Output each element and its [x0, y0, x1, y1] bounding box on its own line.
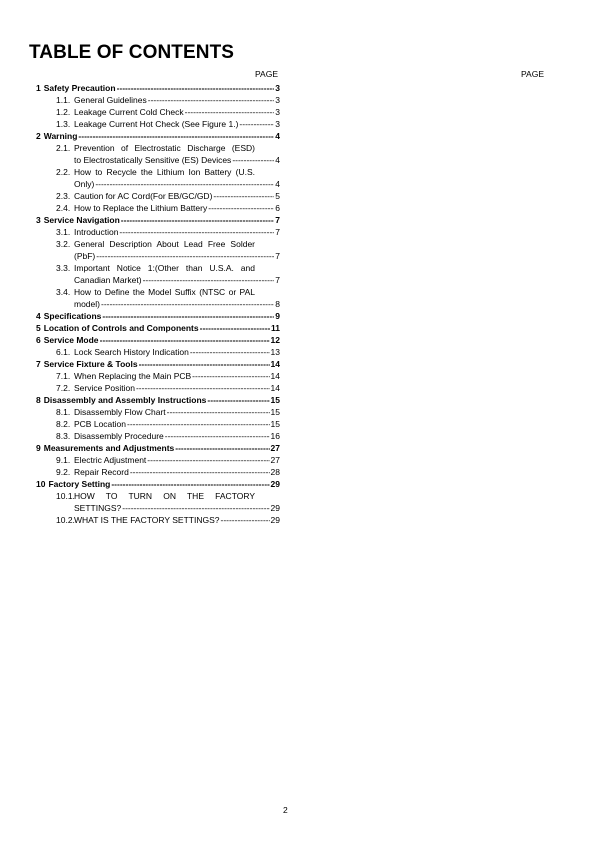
toc-entry[interactable]: [0, 238, 280, 262]
toc-entry-number: 7.2.: [56, 383, 71, 393]
toc-entry-title: Canadian Market): [74, 275, 142, 285]
toc-entry-title: Electric Adjustment: [74, 455, 147, 465]
toc-entry-title: Safety Precaution: [43, 83, 116, 93]
toc-entry-title: SETTINGS?: [74, 503, 122, 513]
leader-dots: [185, 106, 275, 118]
toc-entry[interactable]: [0, 346, 280, 358]
toc-entry-title: Service Position: [74, 383, 135, 393]
toc-entry-page: 14: [270, 359, 280, 369]
toc-entry-page: 7: [275, 275, 280, 285]
toc-entry[interactable]: [0, 490, 280, 514]
leader-dots: [100, 334, 270, 346]
toc-entry-title: PCB Location: [74, 419, 126, 429]
toc-entry[interactable]: [0, 202, 280, 214]
toc-entry-number: 2: [36, 131, 41, 141]
leader-dots: [147, 454, 269, 466]
toc-entry-title: Measurements and Adjustments: [43, 443, 175, 453]
toc-entry-page: 15: [270, 407, 280, 417]
toc-entry-page: 4: [275, 155, 280, 165]
leader-dots: [102, 310, 274, 322]
toc-entry-page: 6: [275, 203, 280, 213]
leader-dots: [127, 418, 270, 430]
toc-entry[interactable]: [0, 226, 280, 238]
toc-entry[interactable]: [0, 406, 280, 418]
toc-entry[interactable]: [0, 142, 280, 166]
leader-dots: [95, 178, 274, 190]
toc-entry-number: 1.3.: [56, 119, 71, 129]
toc-entry[interactable]: [0, 382, 280, 394]
page-column-label: PAGE: [255, 69, 278, 79]
toc-entry-page: 11: [271, 323, 280, 333]
toc-entry-title: Leakage Current Cold Check: [74, 107, 184, 117]
toc-entry-number: 8.3.: [56, 431, 71, 441]
toc-entry-title: General Guidelines: [74, 95, 147, 105]
toc-entry-title: Leakage Current Hot Check (See Figure 1.): [74, 119, 239, 129]
leader-dots: [121, 214, 274, 226]
toc-entry-title: How to Replace the Lithium Battery: [74, 203, 208, 213]
toc-entry-page: 7: [275, 227, 280, 237]
toc-entry-number: 10.2.: [56, 515, 75, 525]
toc-entry[interactable]: [0, 82, 280, 94]
toc-entry[interactable]: [0, 370, 280, 382]
toc-entry-number: 3.2.: [56, 239, 71, 249]
toc-entry-number: 2.2.: [56, 167, 71, 177]
toc-entry-page: 4: [275, 131, 280, 141]
leader-dots: [167, 406, 270, 418]
toc-entry-number: 3.3.: [56, 263, 71, 273]
toc-entry[interactable]: [0, 514, 280, 526]
toc-entry-page: 3: [275, 95, 280, 105]
leader-dots: [175, 442, 269, 454]
toc-entry-title: Specifications: [43, 311, 102, 321]
toc-entry[interactable]: [0, 454, 280, 466]
leader-dots: [78, 130, 274, 142]
leader-dots: [111, 478, 269, 490]
toc-entry-page: 12: [270, 335, 280, 345]
leader-dots: [143, 274, 275, 286]
leader-dots: [165, 430, 270, 442]
toc-entry[interactable]: [0, 130, 280, 142]
toc-entry-number: 8: [36, 395, 41, 405]
toc-entry-title: Warning: [43, 131, 78, 141]
leader-dots: [117, 82, 275, 94]
toc-entry-title: WHAT IS THE FACTORY SETTINGS?: [74, 515, 220, 525]
toc-entry-title: Lock Search History Indication: [74, 347, 189, 357]
toc-entry-title-line1: HOW TO TURN ON THE FACTORY: [74, 491, 255, 501]
toc-entry-title: model): [74, 299, 100, 309]
leader-dots: [239, 118, 274, 130]
toc-entry-title: When Replacing the Main PCB: [74, 371, 192, 381]
toc-entry-number: 5: [36, 323, 41, 333]
toc-entry-title-line1: How to Define the Model Suffix (NTSC or PAL: [74, 287, 255, 297]
toc-entry-page: 14: [270, 383, 280, 393]
toc-entry-number: 6: [36, 335, 41, 345]
toc-entry-page: 5: [275, 191, 280, 201]
leader-dots: [148, 94, 275, 106]
toc-entry[interactable]: [0, 214, 280, 226]
toc-entry-number: 8.1.: [56, 407, 71, 417]
toc-entry[interactable]: [0, 118, 280, 130]
leader-dots: [232, 154, 274, 166]
toc-entry-title-line1: General Description About Lead Free Solder: [74, 239, 255, 249]
leader-dots: [192, 370, 269, 382]
toc-entry-title-line1: Prevention of Electrostatic Discharge (ESD): [74, 143, 255, 153]
toc-entry-page: 7: [275, 215, 280, 225]
toc-entry-page: 15: [270, 395, 280, 405]
toc-entry-number: 9.2.: [56, 467, 71, 477]
leader-dots: [200, 322, 270, 334]
leader-dots: [122, 502, 269, 514]
toc-entry[interactable]: [0, 394, 280, 406]
toc-entry-number: 2.1.: [56, 143, 71, 153]
toc-entry-page: 14: [270, 371, 280, 381]
toc-entry-title: Disassembly Flow Chart: [74, 407, 166, 417]
toc-entry-page: 3: [275, 83, 280, 93]
toc-entry-title: Only): [74, 179, 95, 189]
toc-entry-title: Factory Setting: [48, 479, 111, 489]
toc-entry[interactable]: [0, 106, 280, 118]
leader-dots: [96, 250, 274, 262]
toc-entry[interactable]: [0, 430, 280, 442]
toc-entry[interactable]: [0, 322, 280, 334]
toc-entry-page: 16: [270, 431, 280, 441]
toc-entry[interactable]: [0, 466, 280, 478]
toc-entry-page: 27: [270, 443, 280, 453]
toc-entry[interactable]: [0, 310, 280, 322]
toc-entry[interactable]: [0, 286, 280, 310]
toc-entry-number: 2.3.: [56, 191, 71, 201]
toc-entry-page: 13: [270, 347, 280, 357]
toc-entry-number: 3.4.: [56, 287, 71, 297]
page-column-label-right: PAGE: [521, 69, 544, 79]
toc-entry-number: 6.1.: [56, 347, 71, 357]
toc-entry-page: 8: [275, 299, 280, 309]
toc-entry-number: 4: [36, 311, 41, 321]
toc-entry-title: Disassembly and Assembly Instructions: [43, 395, 207, 405]
leader-dots: [119, 226, 274, 238]
toc-entry-number: 2.4.: [56, 203, 71, 213]
leader-dots: [136, 382, 270, 394]
toc-entry-page: 3: [275, 107, 280, 117]
leader-dots: [190, 346, 270, 358]
toc-entry-title-line1: Important Notice 1:(Other than U.S.A. and: [74, 263, 255, 273]
toc-entry-number: 8.2.: [56, 419, 71, 429]
toc-entry[interactable]: [0, 358, 280, 370]
toc-entry[interactable]: [0, 334, 280, 346]
page-number: 2: [283, 805, 288, 815]
toc-entry-page: 29: [270, 503, 280, 513]
toc-entry-title: Service Fixture & Tools: [43, 359, 138, 369]
toc-entry-title: Service Mode: [43, 335, 99, 345]
toc-entry-number: 10.1.: [56, 491, 75, 501]
toc-entry-title: Caution for AC Cord(For EB/GC/GD): [74, 191, 213, 201]
toc-entry[interactable]: [0, 418, 280, 430]
leader-dots: [139, 358, 270, 370]
toc-entry-title: Disassembly Procedure: [74, 431, 164, 441]
toc-entry-page: 28: [270, 467, 280, 477]
toc-entry-page: 29: [270, 515, 280, 525]
toc-entry[interactable]: [0, 262, 280, 286]
toc-entry[interactable]: [0, 442, 280, 454]
toc-entry-number: 1: [36, 83, 41, 93]
leader-dots: [208, 202, 274, 214]
leader-dots: [213, 190, 274, 202]
toc-entry-title: Service Navigation: [43, 215, 120, 225]
toc-entry-number: 7: [36, 359, 41, 369]
toc-entry-number: 9.1.: [56, 455, 71, 465]
toc-entry-title: Location of Controls and Components: [43, 323, 199, 333]
leader-dots: [101, 298, 274, 310]
toc-entry-page: 9: [275, 311, 280, 321]
toc-entry-number: 7.1.: [56, 371, 71, 381]
toc-entry-page: 3: [275, 119, 280, 129]
toc-entry-title: (PbF): [74, 251, 96, 261]
toc-entry[interactable]: [0, 190, 280, 202]
toc-entry-number: 1.1.: [56, 95, 71, 105]
leader-dots: [220, 514, 269, 526]
page-title: TABLE OF CONTENTS: [29, 42, 235, 63]
toc-entry-page: 4: [275, 179, 280, 189]
toc-entry[interactable]: [0, 166, 280, 190]
toc-entry-title: Repair Record: [74, 467, 129, 477]
toc-entry-title: Introduction: [74, 227, 119, 237]
toc-entry-number: 3.1.: [56, 227, 71, 237]
toc-entry-page: 29: [270, 479, 280, 489]
toc-entry-title-line1: How to Recycle the Lithium Ion Battery (U.S.: [74, 167, 255, 177]
toc-entry-page: 27: [270, 455, 280, 465]
toc-entry[interactable]: [0, 478, 280, 490]
toc-entry[interactable]: [0, 94, 280, 106]
toc-entry-number: 9: [36, 443, 41, 453]
toc-entry-title: to Electrostatically Sensitive (ES) Devices: [74, 155, 232, 165]
leader-dots: [130, 466, 270, 478]
toc-entry-number: 10: [36, 479, 46, 489]
toc-entry-page: 7: [275, 251, 280, 261]
toc-entry-number: 1.2.: [56, 107, 71, 117]
toc-entry-number: 3: [36, 215, 41, 225]
leader-dots: [207, 394, 269, 406]
toc-entry-page: 15: [270, 419, 280, 429]
